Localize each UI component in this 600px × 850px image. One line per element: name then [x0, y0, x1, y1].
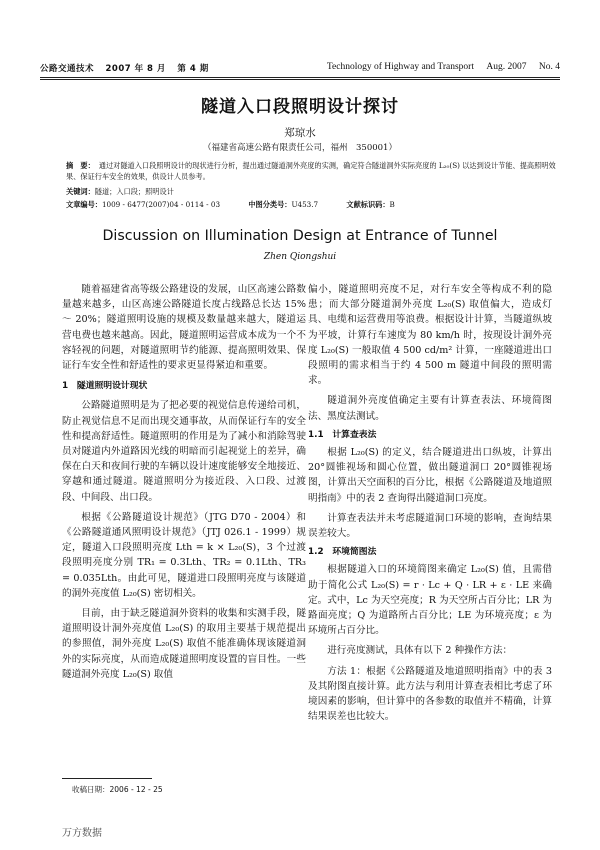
- keywords-text: 隧道；入口段；照明设计: [94, 187, 174, 196]
- issue-date-cn: 2007 年 8 月: [105, 64, 166, 74]
- abstract-label: 摘 要：: [66, 161, 95, 170]
- right-column: [308, 282, 552, 724]
- classification-label: 中图分类号：: [248, 200, 292, 209]
- subsection-1-2-paragraph-2: 进行亮度测试，具体有以下 2 种操作方法：: [327, 645, 513, 657]
- keywords: [66, 187, 556, 197]
- classification-number: U453.7: [291, 200, 319, 209]
- author-cn: 郑琼水: [284, 127, 316, 139]
- section-heading-1: 1 隧道照明设计现状: [62, 381, 148, 392]
- header-right: [317, 62, 560, 72]
- intro-paragraph: 随着福建省高等级公路建设的发展，山区高速公路数量越来越多，山区高速公路隧道长度占线路总长达 15% ～ 20%；隧道照明设施的规模及数量越来越大，隧道运营电费也越来越高。因此，隧道照明运营成本成为一个不容轻视的问题，对隧道照明节约能源、提高照明效果、保证行车安全性和舒适性的要求更显得紧迫和重要。: [62, 284, 306, 372]
- left-column: [62, 282, 306, 682]
- article-identifiers: [66, 200, 566, 210]
- author-en: Zhen Qiongshui: [263, 252, 337, 262]
- journal-name-en: Technology of Highway and Transport: [326, 62, 474, 72]
- header-rule-thin: [40, 79, 560, 80]
- affiliation-cn: （福建省高速公路有限责任公司，福州 350001）: [203, 143, 397, 153]
- document-code-label: 文献标识码：: [346, 200, 390, 209]
- running-header: [40, 62, 560, 76]
- section-1-paragraph-3: 目前，由于缺乏隧道洞外资料的收集和实测手段，隧道照明设计洞外亮度值 L₂₀(S) 的取用主要基于规范提出的参照值，洞外亮度 L₂₀(S) 取值不能准确体现该隧道洞外的实际亮度，从而造成隧道照明度设置的盲目性。一些隧道洞外亮度 L₂₀(S) 取值: [62, 608, 306, 680]
- subsection-1-1-paragraph-2: 计算查表法并未考虑隧道洞口环境的影响，查询结果误差较大。: [308, 512, 552, 540]
- subsection-1-2-paragraph-3: 方法 1：根据《公路隧道及地道照明指南》中的表 3 及其附图直接计算。此方法与利用计算查表相比考虑了环境因素的影响，但计算中的各参数的取值并不精确，计算结果误差也比较大。: [308, 665, 552, 723]
- article-number: 1009 - 6477(2007)04 - 0114 - 03: [101, 200, 221, 209]
- header-left: [40, 62, 217, 74]
- continued-paragraph: 偏小，隧道照明亮度不足，对行车安全等构成不利的隐患；而大部分隧道洞外亮度 L₂₀(S) 取值偏大，造成灯具、电缆和运营费用等浪费。根据设计计算，当隧道纵坡为平坡，计算行车速度为 80 km/h 时，按现设计洞外亮度 L₂₀(S) 一般取值 4 500 cd/m² 计算，一座隧道进出口段照明的需求相当于约 4 500 m 隧道中间段的照明需求。: [308, 284, 552, 387]
- paper-title-en: Discussion on Illumination Design at Entrance of Tunnel: [102, 228, 498, 244]
- subsection-1-2-paragraph-1: 根据隧道入口的环境简图来确定 L₂₀(S) 值，且需借助于简化公式 L₂₀(S) = r · Lc + Q · LR + ε · LE 来确定。式中，Lc 为天空亮度；R 为天空所占百分比；LR 为路面亮度；Q 为道路所占百分比；LE 为环境亮度；ε 为环境所占百分比。: [308, 564, 552, 637]
- watermark: 万方数据: [62, 828, 102, 839]
- document-code: B: [389, 200, 395, 209]
- section-1-paragraph-1: 公路隧道照明是为了把必要的视觉信息传递给司机，防止视觉信息不足而出现交通事故，从而保证行车的安全性和提高舒适性。隧道照明的作用是为了减小和消除驾驶员对隧道内外道路因光线的明暗而引起视觉上的差异，确保在白天和夜间行驶的车辆以设计速度能够安全地接近、穿越和通过隧道。隧道照明分为接近段、入口段、过渡段、中间段、出口段。: [62, 400, 306, 503]
- header-rule: [40, 77, 560, 78]
- journal-name-cn: 公路交通技术: [40, 64, 95, 74]
- issue-number-cn: 第 4 期: [177, 64, 209, 74]
- abstract-text: 通过对隧道入口段照明设计的现状进行分析，提出通过隧道洞外亮度的实测，确定符合隧道洞外实际亮度的 L₂₀(S) 以达到设计节能、提高照明效果、保证行车安全的效果，供设计人员参考。: [66, 161, 556, 181]
- footnote-rule: [62, 778, 152, 779]
- abstract: [66, 160, 556, 182]
- section-1-paragraph-2: 根据《公路隧道设计规范》（JTG D70 - 2004）和《公路隧道通风照明设计规范》（JTJ 026.1 - 1999）规定，隧道入口段照明亮度 Lth = k × L₂₀(S)，3 个过渡段照明亮度分别 TR₁ = 0.3Lth、TR₂ = 0.1Lth、TR₃ = 0.035Lth。由此可见，隧道进口段照明亮度与该隧道的洞外亮度值 L₂₀(S) 密切相关。: [62, 511, 306, 599]
- issue-number-en: No. 4: [538, 62, 560, 72]
- issue-date-en: Aug. 2007: [486, 62, 527, 72]
- subsection-heading-1-2: 1.2 环境简图法: [308, 547, 377, 558]
- subsection-1-1-paragraph-1: 根据 L₂₀(S) 的定义，结合隧道进出口纵坡，计算出 20°圆锥视场和圆心位置，做出隧道洞口 20°圆锥视场图，计算出天空面积的百分比，根据《公路隧道及地道照明指南》中的表 2 查询得出隧道洞口亮度。: [308, 447, 552, 504]
- received-date-footnote: 收稿日期：2006 - 12 - 25: [72, 785, 163, 794]
- methods-overview-paragraph: 隧道洞外亮度值确定主要有计算查表法、环境简图法、黑度法测试。: [308, 395, 552, 422]
- subsection-heading-1-1: 1.1 计算查表法: [308, 429, 377, 440]
- article-number-label: 文章编号：: [66, 200, 102, 209]
- keywords-label: 关键词：: [66, 187, 95, 196]
- paper-title-cn: 隧道入口段照明设计探讨: [201, 97, 399, 117]
